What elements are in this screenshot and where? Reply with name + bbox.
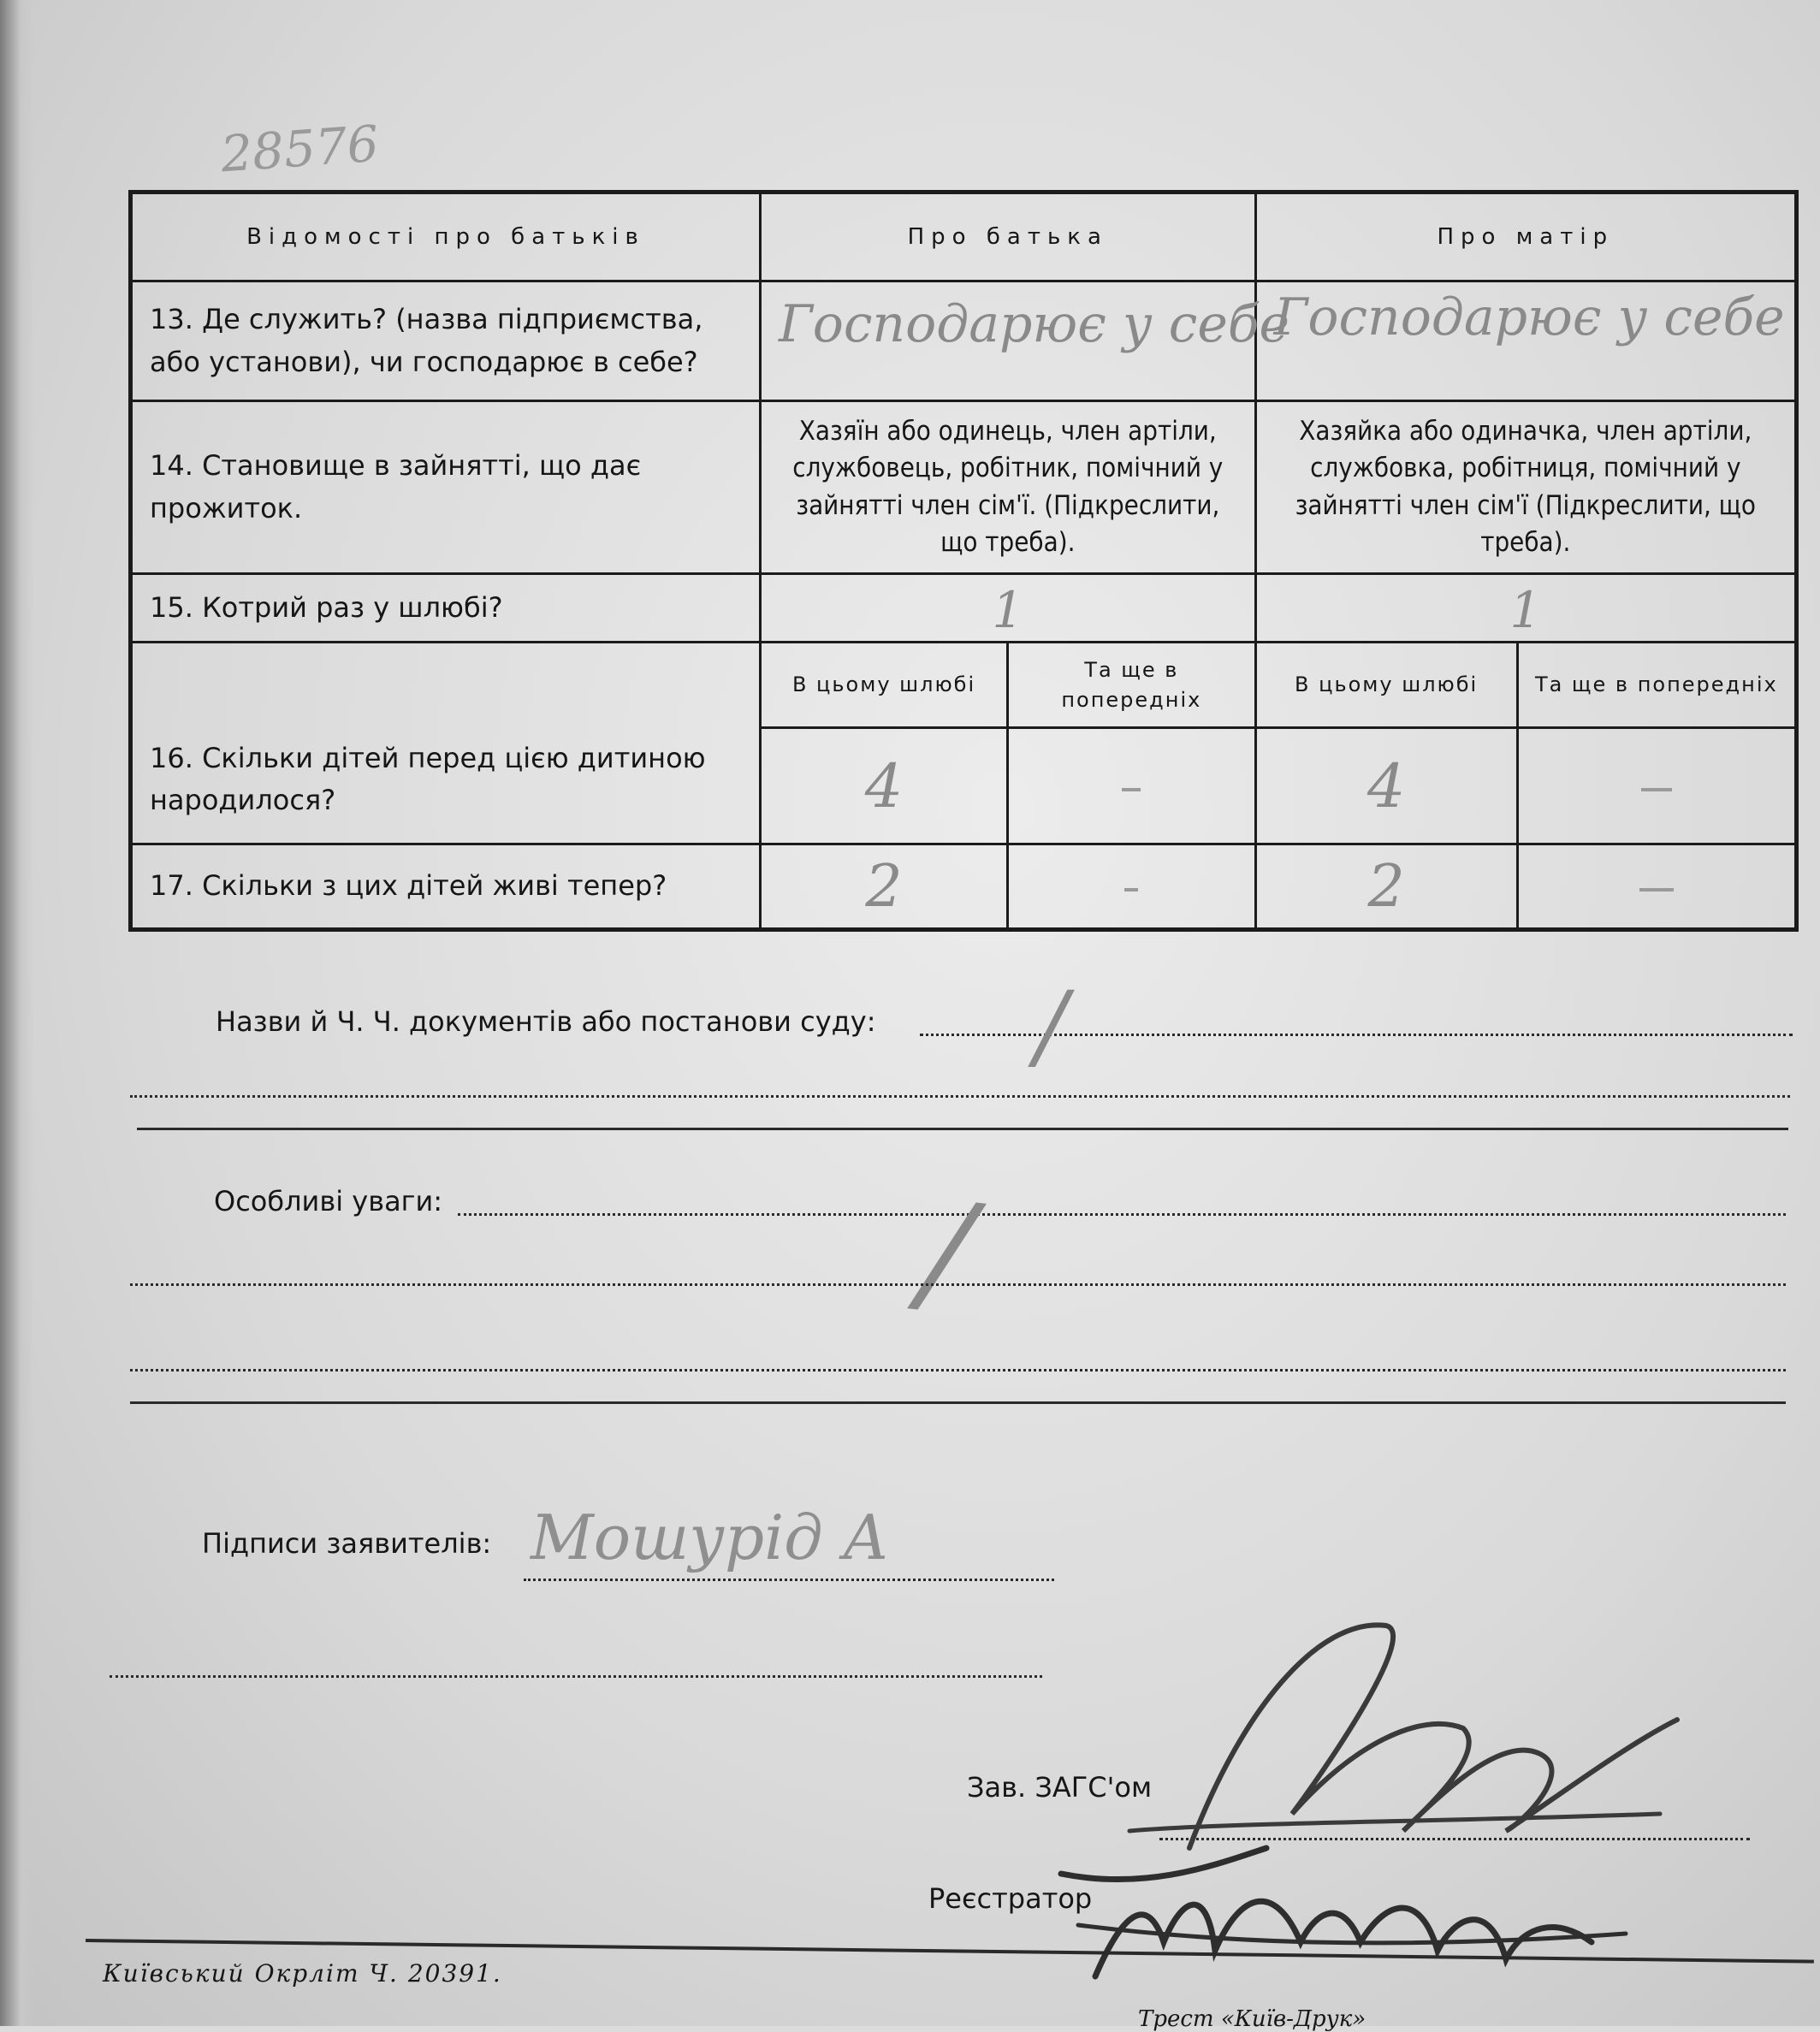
question-14-label: 14. Становище в зайнятті, що дає прожиток.	[150, 448, 642, 524]
page-edge-shadow	[0, 0, 34, 2026]
q17-mother-prev-dash	[1639, 888, 1674, 892]
q17-father-prev-dash	[1124, 888, 1138, 892]
question-15	[131, 574, 761, 643]
q17-father-this-cell	[760, 844, 1007, 930]
q17-mother-prev-cell	[1517, 844, 1796, 930]
question-17-label: 17. Скільки з цих дітей живі тепер?	[150, 869, 667, 903]
applicants-label: Підписи заявителів:	[202, 1527, 492, 1560]
q16-mother-this-cell	[1255, 728, 1517, 844]
printer-imprint: Київський Окрліт Ч. 20391.	[103, 1959, 502, 1988]
q13-father-handwriting: Господарює у себе	[778, 294, 1290, 354]
head-label: Зав. ЗАГС'ом	[967, 1771, 1153, 1804]
remarks-line-1	[458, 1213, 1786, 1216]
remarks-label: Особливі уваги:	[214, 1185, 443, 1217]
parents-info-table	[128, 190, 1799, 932]
remarks-separator	[130, 1401, 1786, 1404]
applicants-signature: Мошурід А	[531, 1502, 890, 1573]
documents-line-2	[130, 1095, 1790, 1098]
q13-mother-cell	[1255, 281, 1796, 401]
q16-father-prev-cell	[1008, 728, 1255, 844]
q17-mother-this-cell	[1255, 844, 1517, 930]
documents-label: Назви й Ч. Ч. документів або постанови суду:	[216, 1005, 876, 1038]
subheader-father-previous: Та ще в попередніх	[1008, 643, 1255, 728]
question-15-label: 15. Котрий раз у шлюбі?	[150, 590, 503, 624]
subheader-mother-previous: Та ще в попередніх	[1517, 643, 1796, 728]
q14-mother-options: Хазяйка або одиначка, член артіли, службовка, робітниця, помічний у зайнятті член сім'ї (Підкреслити, що треба).	[1255, 401, 1796, 574]
registrar-label: Реєстратор	[928, 1882, 1093, 1915]
question-14	[131, 401, 761, 574]
q15-father-cell	[760, 574, 1255, 643]
q16-father-this-value: 4	[864, 750, 904, 821]
q16-mother-prev-cell	[1517, 728, 1796, 844]
q16-mother-this-value: 4	[1366, 750, 1406, 821]
q17-mother-this-value: 2	[1367, 852, 1405, 921]
pencil-mark: 28576	[218, 114, 381, 184]
q13-father-cell	[760, 281, 1290, 401]
applicants-line-1	[524, 1579, 1054, 1581]
applicants-line-2	[110, 1675, 1042, 1678]
documents-value: /	[1035, 971, 1068, 1081]
q15-father-value: 1	[992, 581, 1024, 639]
question-13-label: 13. Де служить? (назва підприємства, або установи), чи господарює в себе?	[150, 302, 703, 378]
documents-separator	[137, 1128, 1788, 1130]
q16-father-this-cell	[760, 728, 1007, 844]
remarks-value: /	[916, 1170, 979, 1335]
header-father: Про батька	[760, 193, 1255, 281]
q15-mother-value: 1	[1509, 581, 1542, 639]
subheader-mother-this-marriage: В цьому шлюбі	[1255, 643, 1517, 728]
question-13	[131, 281, 761, 401]
question-17	[131, 844, 761, 930]
q16-mother-prev-dash	[1641, 788, 1672, 791]
remarks-line-2	[130, 1283, 1786, 1286]
question-16	[131, 643, 761, 844]
q16-father-prev-dash	[1122, 788, 1141, 791]
header-parents-info: Відомості про батьків	[131, 193, 761, 281]
q15-mother-cell	[1255, 574, 1796, 643]
q17-father-this-value: 2	[865, 852, 903, 921]
trust-imprint: Трест «Київ-Друк»	[1138, 2006, 1366, 2032]
q13-mother-handwriting: Господарює у себе	[1273, 287, 1785, 347]
q17-father-prev-cell	[1008, 844, 1255, 930]
question-16-label: 16. Скільки дітей перед цією дитиною народилося?	[150, 741, 706, 817]
subheader-father-this-marriage: В цьому шлюбі	[760, 643, 1007, 728]
registrar-signature	[1044, 1814, 1643, 2019]
remarks-line-3	[130, 1369, 1786, 1371]
q14-father-options: Хазяїн або одинець, член артіли, службовець, робітник, помічний у зайнятті член сім'ї. (Підкреслити, що треба).	[760, 401, 1255, 574]
header-mother: Про матір	[1255, 193, 1796, 281]
